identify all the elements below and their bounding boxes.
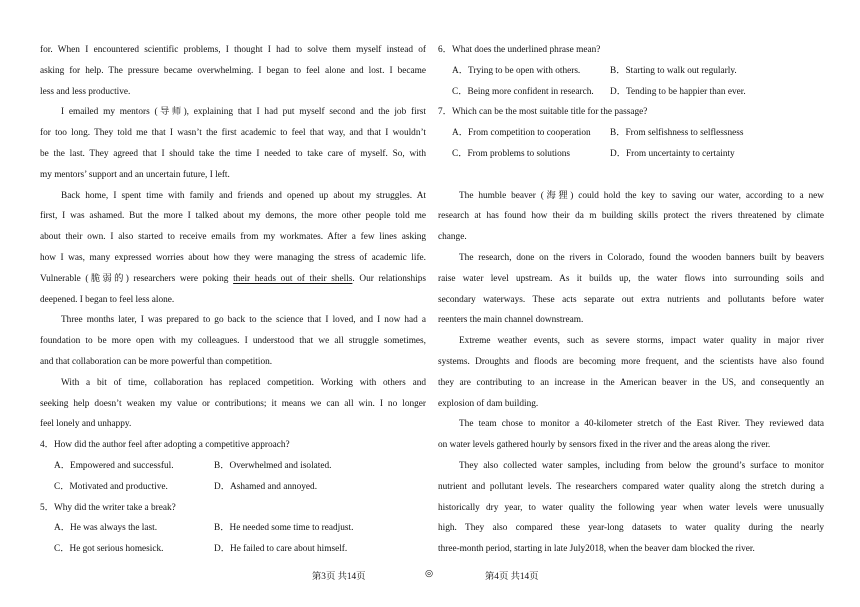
question-6: [438, 40, 824, 102]
paragraph-3: [40, 186, 426, 311]
question-stem: 5．Why did the writer take a break?: [40, 502, 176, 513]
question-5: [40, 498, 426, 560]
question-4: [40, 435, 426, 497]
question-stem: 7．Which can be the most suitable title for the passage?: [438, 107, 648, 118]
center-circle-mark: ◎: [425, 569, 434, 579]
option-row: [438, 82, 824, 103]
question-stem: 4．How did the author feel after adopting a competitive approach?: [40, 440, 290, 451]
text-line: historically dry year, to water quality the following year when water levels were unusually: [438, 502, 824, 513]
option-c: C．He got serious homesick.: [54, 544, 164, 555]
paragraph-5: [40, 373, 426, 435]
underlined-phrase: their heads out of their shells: [233, 273, 353, 284]
passage-paragraph-4: [438, 414, 824, 456]
text-line: for. When I encountered scientific problems, I thought I had to solve them myself instead of: [40, 45, 426, 55]
option-c: C．From problems to solutions: [452, 148, 571, 159]
text-line: systems. Droughts and floods are becoming more frequent, and the scientists have also found: [438, 356, 824, 367]
text-line: Back home, I spent time with family and friends and opened up about my struggles. At: [61, 190, 426, 201]
text-line: for too long. They told me that I wasn’t the first academic to feel that way, and that I wouldn’t: [40, 128, 426, 139]
text-line: deepened. I began to feel less alone.: [40, 294, 175, 305]
option-a: A．Trying to be open with others.: [452, 65, 581, 76]
option-row: [40, 539, 426, 560]
text-line: Extreme weather events, such as severe storms, impact water quality in major river: [459, 336, 824, 347]
passage-paragraph-1: [438, 186, 824, 248]
text-line: The humble beaver (海狸) could hold the key to saving our water, according to a new: [459, 190, 824, 201]
option-row: [40, 518, 426, 539]
option-row: [40, 456, 426, 477]
text-line: explosion of dam building.: [438, 398, 539, 409]
text-line: raise water level upstream. As it builds up, the water flows into surrounding soils and: [438, 273, 824, 284]
question-7: [438, 102, 824, 164]
text-line: The research, done on the rivers in Colorado, found the wooden banners built by beavers: [459, 252, 824, 263]
option-d: D．He failed to care about himself.: [214, 544, 348, 555]
text-line: on water levels gathered hourly by sensors fixed in the river and the areas along the river.: [438, 440, 771, 451]
option-c: C．Being more confident in research.: [452, 86, 594, 97]
option-b: B．From selfishness to selflessness: [610, 128, 744, 139]
text-line: Three months later, I was prepared to go back to the science that I loved, and I now had a: [61, 315, 426, 326]
text-line: they are contributing to an increase in the American beaver in the US, and consequently an: [438, 377, 824, 388]
text-line: change.: [438, 232, 467, 243]
right-column: [438, 40, 824, 560]
text-line: secondary waterways. These acts separate out extra nutrients and pollutants before water: [438, 294, 824, 305]
text-line: about their own. I also started to receive emails from my workmates. After a few lines asking: [40, 232, 426, 243]
text-line: high. They also compared these year-long datasets to water quality during the nearly: [438, 523, 824, 534]
option-a: A．He was always the last.: [54, 523, 158, 534]
text-line: how I was, many expressed worries about how they were managing the stress of academic life.: [40, 252, 426, 263]
option-d: D．Tending to be happier than ever.: [610, 86, 746, 97]
text-line: my mentors’ support and an uncertain future, I left.: [40, 169, 230, 180]
text-line: The team chose to monitor a 40-kilometer stretch of the East River. They reviewed data: [459, 419, 824, 430]
text-line: research at has found how their da m building skills protect the rivers threatened by climate: [438, 211, 824, 222]
text-line: With a bit of time, collaboration has replaced competition. Working with others and: [61, 377, 426, 388]
text-line: and that collaboration can be more powerful than competition.: [40, 356, 273, 367]
option-a: A．From competition to cooperation: [452, 128, 591, 139]
spacer: [438, 165, 824, 186]
passage-paragraph-3: [438, 331, 824, 414]
option-b: B．Overwhelmed and isolated.: [214, 460, 332, 471]
text-segment: . Our relationships: [352, 273, 426, 284]
passage-paragraph-2: [438, 248, 824, 331]
option-d: D．From uncertainty to certainty: [610, 148, 735, 159]
left-page-number: 第3页 共14页: [312, 572, 366, 582]
option-row: [438, 144, 824, 165]
left-column: [40, 40, 426, 560]
text-line: be the last. They agreed that I should take the time I needed to take care of myself. So, with: [40, 148, 426, 159]
option-row: [40, 477, 426, 498]
text-segment: Vulnerable (脆弱的) researchers were poking: [40, 273, 234, 284]
text-line: three-month period, starting in late July2018, when the beaver dam blocked the river.: [438, 544, 755, 555]
right-page-number: 第4页 共14页: [485, 572, 539, 582]
option-c: C．Motivated and productive.: [54, 481, 168, 492]
option-b: B．Starting to walk out regularly.: [610, 65, 737, 76]
text-line: reenters the main channel downstream.: [438, 315, 584, 326]
option-a: A．Empowered and successful.: [54, 460, 174, 471]
option-d: D．Ashamed and annoyed.: [214, 481, 318, 492]
text-line: They also collected water samples, including from below the ground’s surface to monitor: [459, 460, 824, 471]
text-line: seeking help doesn’t weaken my value or contributions; it means we can all win. I no longer: [40, 398, 426, 409]
paragraph-1: [40, 40, 426, 102]
option-row: [438, 61, 824, 82]
text-line-with-underline: [40, 269, 426, 290]
option-row: [438, 123, 824, 144]
text-line: foundation to be more open with my colleagues. I understood that we all struggle sometimes,: [40, 336, 426, 347]
text-line: first, I was ashamed. But the more I talked about my demons, the more other people told me: [40, 211, 426, 222]
question-stem: 6．What does the underlined phrase mean?: [438, 45, 601, 55]
text-line: less and less productive.: [40, 86, 131, 97]
text-line: feel lonely and unhappy.: [40, 419, 132, 430]
paragraph-2: [40, 102, 426, 185]
passage-paragraph-5: [438, 456, 824, 560]
paragraph-4: [40, 310, 426, 372]
text-line: asking for help. The pressure became overwhelming. I began to feel alone and lost. I became: [40, 65, 426, 76]
text-line: nutrient and pollutant levels. The researchers compared water quality along the stretch during a: [438, 481, 824, 492]
option-b: B．He needed some time to readjust.: [214, 523, 354, 534]
text-line: I emailed my mentors (导师), explaining that I had put myself second and the job first: [61, 107, 426, 118]
